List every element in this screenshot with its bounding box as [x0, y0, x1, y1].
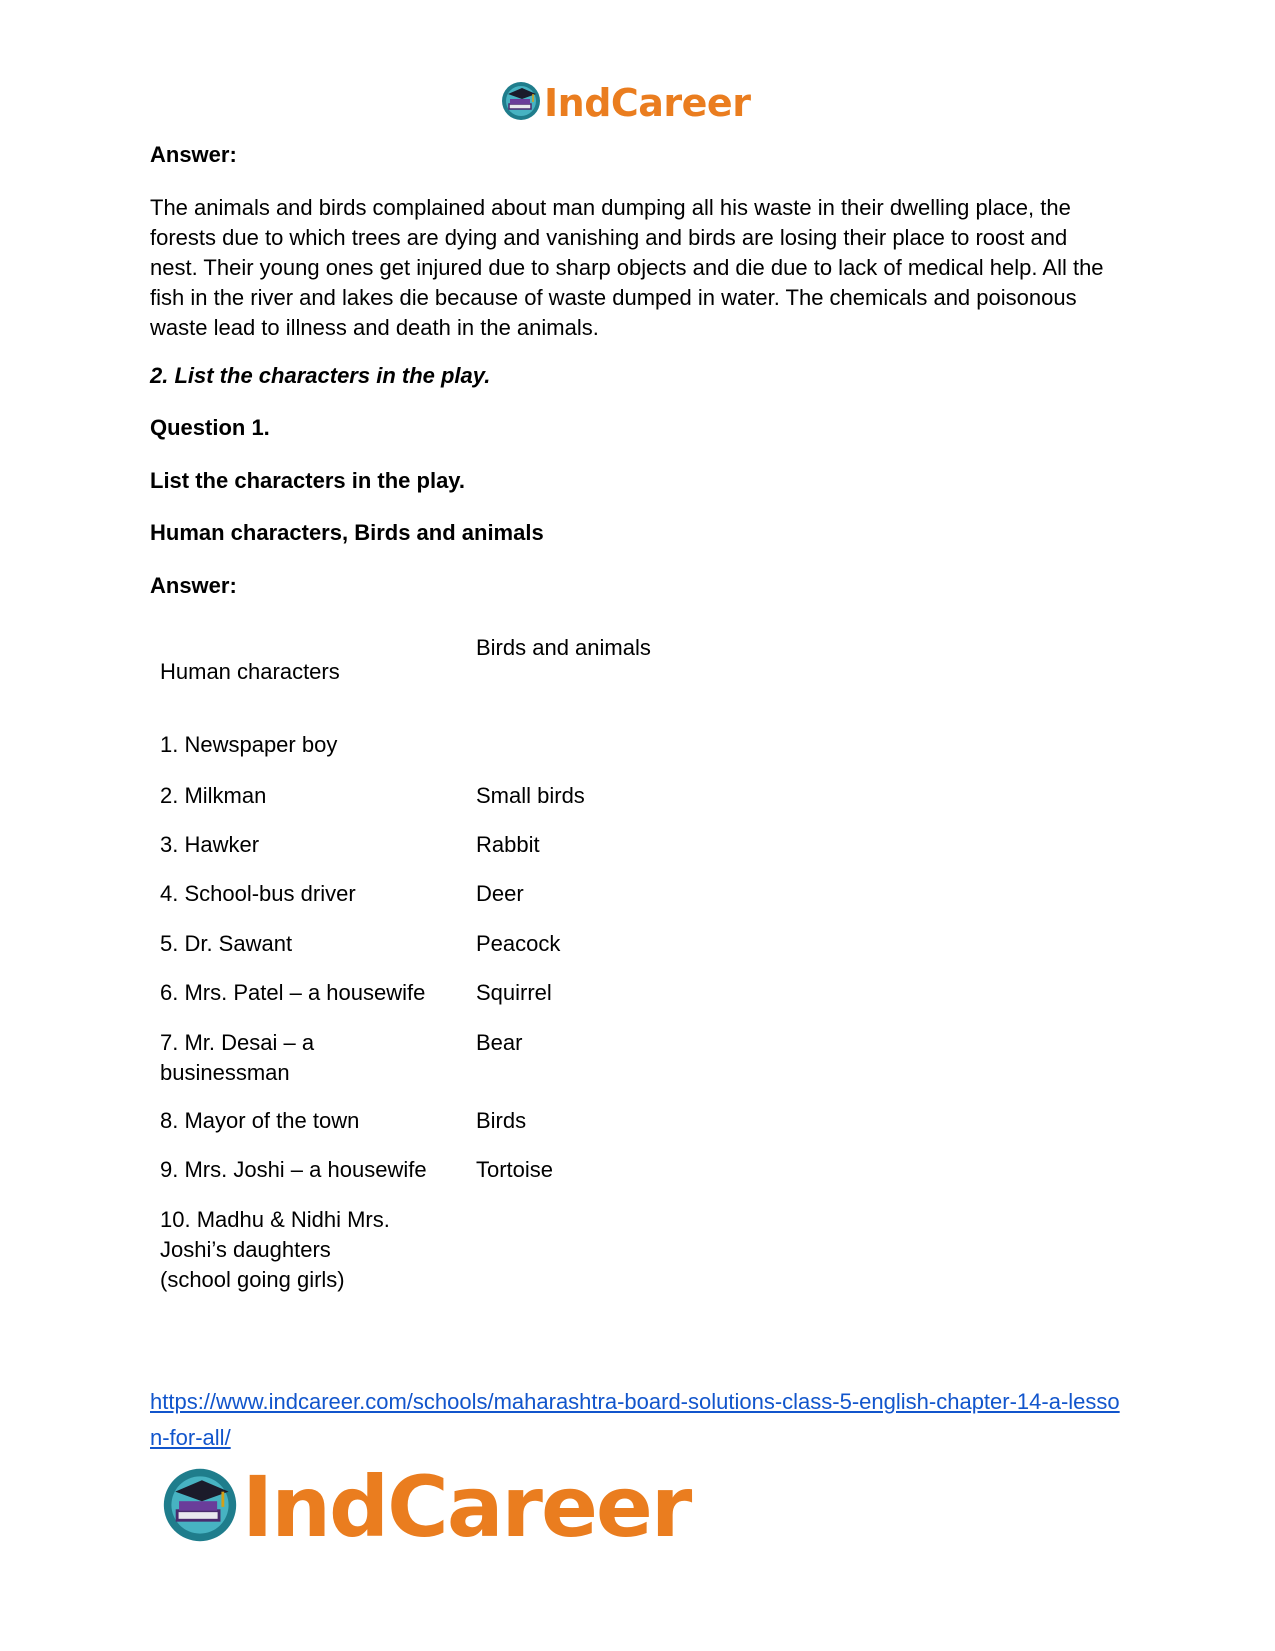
table-cell-human: 3. Hawker	[160, 832, 260, 857]
brand-name: IndCareer	[544, 81, 751, 125]
question-label: Question 1.	[150, 415, 270, 440]
table-cell-animal: Birds	[476, 1108, 527, 1133]
table-header-birds-animals: Birds and animals	[476, 635, 651, 660]
table-header-human: Human characters	[160, 659, 340, 684]
table-cell-animal: Small birds	[476, 783, 585, 808]
section-heading: 2. List the characters in the play.	[150, 363, 491, 388]
table-cell-animal: Deer	[476, 881, 524, 906]
graduation-cap-books-icon	[160, 1465, 240, 1550]
answer-label: Answer:	[150, 142, 237, 167]
table-cell-human: 8. Mayor of the town	[160, 1108, 360, 1133]
table-cell-human: 6. Mrs. Patel – a housewife	[160, 980, 426, 1005]
source-link[interactable]: https://www.indcareer.com/schools/maharashtra-board-solutions-class-5-english-chapter-14-a-lesson-for-all/	[150, 1389, 1120, 1450]
table-cell-human: 2. Milkman	[160, 783, 267, 808]
table-cell-human: 9. Mrs. Joshi – a housewife	[160, 1157, 427, 1182]
question-text: List the characters in the play.	[150, 468, 466, 493]
footer-logo	[160, 1458, 691, 1556]
table-cell-animal: Rabbit	[476, 832, 540, 857]
header-logo	[500, 80, 750, 126]
table-cell-human: 4. School-bus driver	[160, 881, 356, 906]
answer-label: Answer:	[150, 573, 237, 598]
table-cell-animal: Squirrel	[476, 980, 552, 1005]
table-cell-human: 1. Newspaper boy	[160, 732, 338, 757]
brand-name: IndCareer	[242, 1458, 691, 1556]
answer-paragraph: The animals and birds complained about man dumping all his waste in their dwelling place, the forests due to which trees are dying and vanishing and birds are losing their place to roost and nest. Their young ones get injured due to sharp objects and die due to lack of medical help. All the fish in the river and lakes die because of waste dumped in water. The chemicals and poisonous waste lead to illness and death in the animals.	[150, 195, 1104, 340]
question-subtext: Human characters, Birds and animals	[150, 520, 544, 545]
table-cell-animal: Peacock	[476, 931, 561, 956]
table-cell-animal: Tortoise	[476, 1157, 554, 1182]
table-cell-human: 7. Mr. Desai – a businessman	[160, 1030, 315, 1085]
table-cell-human: 10. Madhu & Nidhi Mrs. Joshi’s daughters (school going girls)	[160, 1207, 390, 1292]
table-cell-animal: Bear	[476, 1030, 523, 1055]
graduation-cap-books-icon	[500, 80, 542, 127]
table-cell-human: 5. Dr. Sawant	[160, 931, 293, 956]
